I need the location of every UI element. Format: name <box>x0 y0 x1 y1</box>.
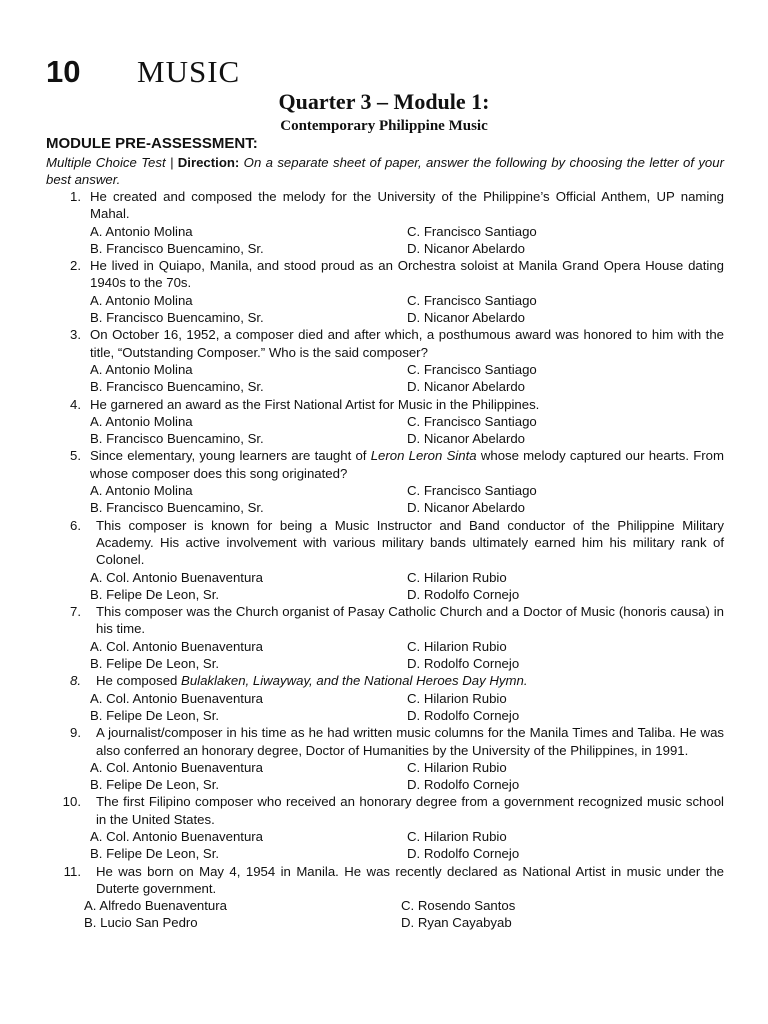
song-title: Leron Leron Sinta <box>370 448 477 464</box>
option-d: D. Ryan Cayabyab <box>401 915 512 931</box>
question-text: The first Filipino composer who received an honorary degree from a government recognized music school in the United States. <box>96 794 724 827</box>
direction-paragraph <box>46 154 724 189</box>
song-titles: Bulaklaken, Liwayway, and the National Heroes Day Hymn. <box>181 673 528 689</box>
option-b: B. Francisco Buencamino, Sr. <box>90 240 264 256</box>
question-number: 7. <box>70 604 81 620</box>
option-a: A. Col. Antonio Buenaventura <box>90 569 264 585</box>
answer-options <box>90 690 724 725</box>
option-a: A. Antonio Molina <box>90 361 193 377</box>
question-text: He garnered an award as the First National Artist for Music in the Philippines. <box>90 396 540 412</box>
option-d: D. Nicanor Abelardo <box>407 240 526 256</box>
test-type: Multiple Choice Test | <box>46 155 178 170</box>
question-item <box>46 793 724 862</box>
option-b: B. Francisco Buencamino, Sr. <box>90 310 264 326</box>
option-b: B. Francisco Buencamino, Sr. <box>90 500 264 516</box>
direction-text: On a separate sheet of paper, answer the following by choosing the letter of your best answer. <box>46 155 724 188</box>
answer-options <box>90 292 724 327</box>
answer-options <box>90 638 724 673</box>
question-list <box>46 188 724 932</box>
option-a: A. Antonio Molina <box>90 413 193 429</box>
question-number: 4. <box>70 396 81 412</box>
option-d: D. Rodolfo Cornejo <box>407 846 520 862</box>
option-c: C. Francisco Santiago <box>407 292 537 308</box>
option-c: C. Francisco Santiago <box>407 361 537 377</box>
option-c: C. Hilarion Rubio <box>407 690 507 706</box>
question-text: He created and composed the melody for the University of the Philippine’s Official Anthem, UP naming Mahal. <box>90 189 724 222</box>
module-topic: Contemporary Philippine Music <box>280 118 488 134</box>
grade-number: 10 <box>46 54 81 89</box>
option-b: B. Francisco Buencamino, Sr. <box>90 379 264 395</box>
question-text: A journalist/composer in his time as he had written music columns for the Manila Times and Taliba. He was also conferred an honorary degree, Doctor of Humanities by the University of the Philippines, in 1991. <box>96 725 724 758</box>
question-text: He was born on May 4, 1954 in Manila. He was recently declared as National Artist in music under the Duterte government. <box>96 863 724 896</box>
option-b: B. Lucio San Pedro <box>84 915 198 931</box>
question-item <box>46 447 724 516</box>
quarter-module-title: Quarter 3 – Module 1: <box>278 89 490 114</box>
answer-options <box>90 828 724 863</box>
question-text <box>96 672 724 689</box>
answer-options <box>90 759 724 794</box>
option-d: D. Nicanor Abelardo <box>407 500 526 516</box>
option-c: C. Rosendo Santos <box>401 898 516 914</box>
answer-options <box>90 413 724 448</box>
option-c: C. Hilarion Rubio <box>407 569 507 585</box>
option-b: B. Felipe De Leon, Sr. <box>90 656 220 672</box>
option-d: D. Nicanor Abelardo <box>407 310 526 326</box>
question-text: This composer was the Church organist of Pasay Catholic Church and a Doctor of Music (honoris causa) in his time. <box>96 604 724 637</box>
question-number: 8. <box>70 673 81 689</box>
question-item <box>46 603 724 672</box>
question-item <box>46 517 724 603</box>
question-item <box>46 188 724 257</box>
option-c: C. Francisco Santiago <box>407 223 537 239</box>
option-d: D. Rodolfo Cornejo <box>407 707 520 723</box>
question-text: He lived in Quiapo, Manila, and stood proud as an Orchestra soloist at Manila Grand Opera House dating 1940s to the 70s. <box>90 258 724 291</box>
pre-assessment-heading: MODULE PRE-ASSESSMENT: <box>46 135 258 152</box>
option-c: C. Francisco Santiago <box>407 413 537 429</box>
question-text: On October 16, 1952, a composer died and after which, a posthumous award was honored to him with the title, “Outstanding Composer.” Who is the said composer? <box>90 327 724 360</box>
option-a: A. Antonio Molina <box>90 292 193 308</box>
option-d: D. Nicanor Abelardo <box>407 379 526 395</box>
question-number: 1. <box>70 189 81 204</box>
question-text: This composer is known for being a Music Instructor and Band conductor of the Philippine Military Academy. His active involvement with various military bands ultimately earned him his military rank of Colonel. <box>96 517 724 568</box>
question-text <box>90 447 724 482</box>
direction-label: Direction: <box>177 155 240 170</box>
question-number: 9. <box>70 725 81 741</box>
option-a: A. Col. Antonio Buenaventura <box>90 638 264 654</box>
question-item <box>46 672 724 724</box>
option-d: D. Nicanor Abelardo <box>407 431 526 447</box>
question-number: 5. <box>70 448 81 464</box>
question-text-start: He composed <box>96 673 182 689</box>
question-number: 6. <box>70 517 81 533</box>
option-b: B. Felipe De Leon, Sr. <box>90 586 220 602</box>
question-item <box>46 326 724 395</box>
question-number: 10. <box>62 794 81 810</box>
answer-options <box>84 897 724 932</box>
option-c: C. Hilarion Rubio <box>407 828 507 844</box>
question-item <box>46 724 724 793</box>
question-number: 11. <box>63 863 81 879</box>
option-b: B. Felipe De Leon, Sr. <box>90 707 220 723</box>
question-text-start: Since elementary, young learners are taught of <box>90 448 371 464</box>
question-item <box>46 257 724 326</box>
option-b: B. Francisco Buencamino, Sr. <box>90 431 264 447</box>
option-c: C. Francisco Santiago <box>407 483 537 499</box>
option-a: A. Col. Antonio Buenaventura <box>90 690 264 706</box>
option-a: A. Col. Antonio Buenaventura <box>90 828 264 844</box>
option-a: A. Alfredo Buenaventura <box>84 898 227 914</box>
subject-title: MUSIC <box>137 54 241 89</box>
answer-options <box>90 569 724 604</box>
option-b: B. Felipe De Leon, Sr. <box>90 777 220 793</box>
option-b: B. Felipe De Leon, Sr. <box>90 846 220 862</box>
option-d: D. Rodolfo Cornejo <box>407 656 520 672</box>
option-d: D. Rodolfo Cornejo <box>407 777 520 793</box>
option-c: C. Hilarion Rubio <box>407 759 507 775</box>
question-text-end: whose melody captured our hearts. From whose composer does this song originated? <box>90 448 724 481</box>
question-number: 2. <box>70 258 81 274</box>
answer-options <box>90 223 724 258</box>
question-item <box>46 396 724 448</box>
question-number: 3. <box>70 327 81 343</box>
option-a: A. Col. Antonio Buenaventura <box>90 759 264 775</box>
question-item <box>46 863 724 932</box>
option-a: A. Antonio Molina <box>90 483 193 499</box>
answer-options <box>90 361 724 396</box>
option-a: A. Antonio Molina <box>90 223 193 239</box>
option-c: C. Hilarion Rubio <box>407 638 507 654</box>
answer-options <box>90 482 724 517</box>
option-d: D. Rodolfo Cornejo <box>407 586 520 602</box>
